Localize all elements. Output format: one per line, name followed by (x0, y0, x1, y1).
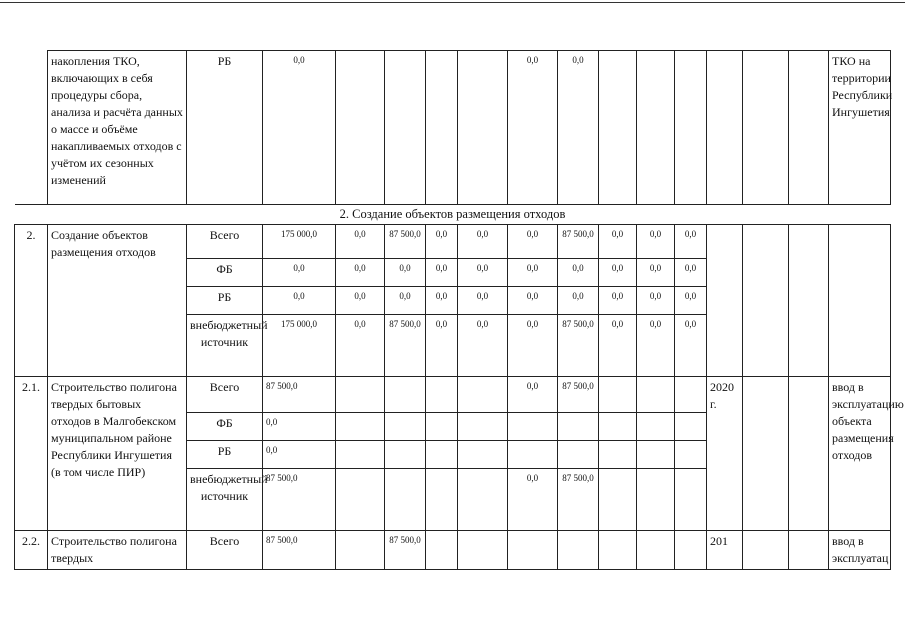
value-cell: 0,0 (508, 287, 558, 315)
measure-name: Строительство полигона твердых бытовых отходов в Малгобекском муниципальном районе Республики Ингушетия (в том числе ПИР) (48, 377, 187, 531)
value-cell: 0,0 (508, 51, 558, 205)
section-row (15, 205, 891, 225)
funding-source: Всего (187, 377, 263, 413)
value-cell: 0,0 (336, 225, 385, 259)
value-cell: 0,0 (599, 315, 637, 377)
funding-source: Всего (187, 225, 263, 259)
value-cell: 0,0 (458, 225, 508, 259)
section-title: 2. Создание объектов размещения отходов (15, 205, 891, 225)
item-number: 2.2. (15, 531, 48, 570)
total-value: 87 500,0 (263, 377, 336, 413)
value-cell: 0,0 (637, 287, 675, 315)
program-table (14, 50, 904, 570)
total-value: 0,0 (263, 441, 336, 469)
value-cell: 0,0 (426, 315, 458, 377)
value-cell: 87 500,0 (385, 315, 426, 377)
funding-source: РБ (187, 441, 263, 469)
year: 201 (707, 531, 743, 570)
value-cell: 0,0 (458, 259, 508, 287)
expected-result: ввод в эксплуатац (829, 531, 891, 570)
value-cell: 0,0 (508, 225, 558, 259)
value-cell: 87 500,0 (558, 377, 599, 413)
total-value: 0,0 (263, 51, 336, 205)
value-cell: 87 500,0 (558, 315, 599, 377)
value-cell: 0,0 (508, 377, 558, 413)
value-cell: 87 500,0 (385, 531, 426, 570)
item-number: 2. (15, 225, 48, 377)
total-value: 175 000,0 (263, 225, 336, 259)
value-cell: 0,0 (385, 287, 426, 315)
value-cell: 0,0 (637, 315, 675, 377)
funding-source: РБ (187, 287, 263, 315)
funding-source: ФБ (187, 259, 263, 287)
value-cell: 0,0 (458, 315, 508, 377)
value-cell: 0,0 (675, 259, 707, 287)
table-row (15, 377, 891, 413)
measure-name: Строительство полигона твердых (48, 531, 187, 570)
value-cell: 0,0 (675, 225, 707, 259)
total-value: 175 000,0 (263, 315, 336, 377)
value-cell: 0,0 (599, 225, 637, 259)
value-cell: 0,0 (558, 51, 599, 205)
funding-source: ФБ (187, 413, 263, 441)
total-value: 0,0 (263, 287, 336, 315)
total-value: 0,0 (263, 413, 336, 441)
funding-source: внебюджетный источник (187, 315, 263, 377)
value-cell: 0,0 (426, 225, 458, 259)
value-cell: 0,0 (336, 259, 385, 287)
measure-name: накопления ТКО, включающих в себя процедуры сбора, анализа и расчёта данных о массе и объёме накапливаемых отходов с учётом их сезонных изменений (48, 51, 187, 205)
value-cell: 0,0 (637, 225, 675, 259)
value-cell: 0,0 (508, 315, 558, 377)
item-number: 2.1. (15, 377, 48, 531)
measure-name: Создание объектов размещения отходов (48, 225, 187, 377)
value-cell: 0,0 (599, 287, 637, 315)
value-cell: 0,0 (599, 259, 637, 287)
expected-result: ввод в эксплуатацию объекта размещения отходов (829, 377, 891, 531)
value-cell: 0,0 (675, 287, 707, 315)
value-cell: 87 500,0 (558, 469, 599, 531)
table-row (15, 225, 891, 259)
value-cell: 87 500,0 (385, 225, 426, 259)
total-value: 87 500,0 (263, 531, 336, 570)
value-cell: 0,0 (385, 259, 426, 287)
value-cell: 0,0 (675, 315, 707, 377)
value-cell: 0,0 (637, 259, 675, 287)
total-value: 87 500,0 (263, 469, 336, 531)
value-cell: 0,0 (508, 259, 558, 287)
value-cell: 0,0 (336, 315, 385, 377)
value-cell: 0,0 (558, 259, 599, 287)
table-row (15, 51, 891, 205)
funding-source: РБ (187, 51, 263, 205)
value-cell: 0,0 (458, 287, 508, 315)
value-cell: 87 500,0 (558, 225, 599, 259)
value-cell: 0,0 (558, 287, 599, 315)
value-cell: 0,0 (426, 259, 458, 287)
value-cell: 0,0 (336, 287, 385, 315)
value-cell: 0,0 (426, 287, 458, 315)
total-value: 0,0 (263, 259, 336, 287)
table-row (15, 531, 891, 570)
expected-result: ТКО на территории Республики Ингушетия (829, 51, 891, 205)
funding-source: Всего (187, 531, 263, 570)
funding-source: внебюджетный источник (187, 469, 263, 531)
year: 2020 г. (707, 377, 743, 531)
value-cell: 0,0 (508, 469, 558, 531)
page-top-rule (0, 2, 905, 3)
